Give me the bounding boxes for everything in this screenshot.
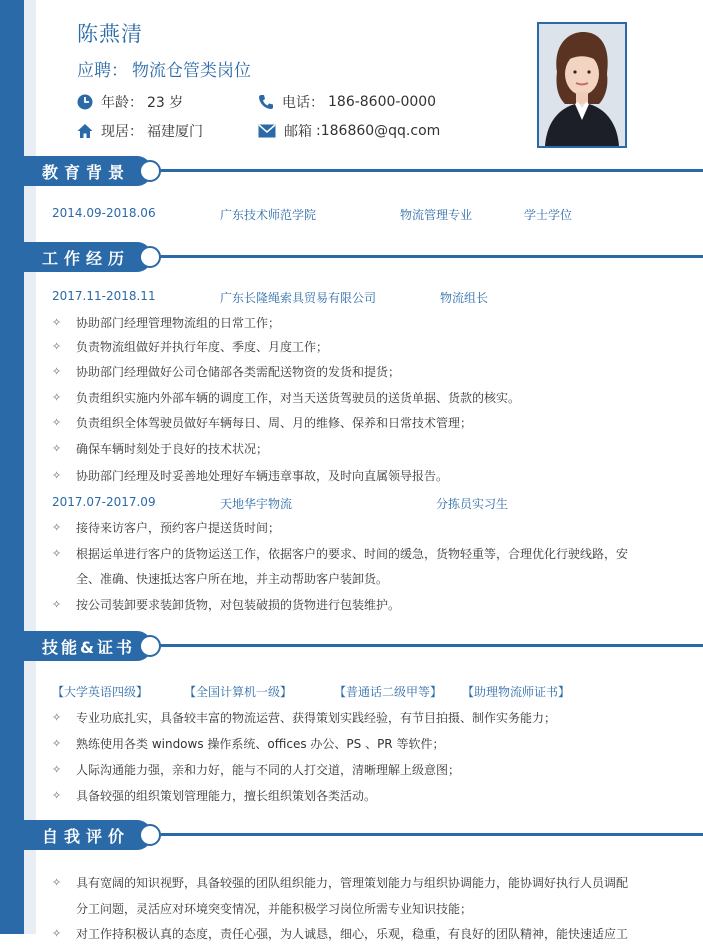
position-value: 物流仓管类岗位 [132,61,251,81]
phone-value: 186-8600-0000 [328,94,437,110]
section-dot [139,246,161,268]
bullet-icon: ✧ [52,469,62,482]
bullet-icon: ✧ [52,365,62,378]
section-dot [139,824,161,846]
position-label: 应聘： [77,61,128,81]
job1-period: 2017.11-2018.11 [52,289,156,303]
left-stripe [0,0,24,934]
section-evaluation-header [0,820,703,850]
skill-text: 专业功底扎实，具备较丰富的物流运营、获得策划实践经验，有节目拍摄、制作实务能力； [76,711,557,725]
duty-text: 协助部门经理及时妥善地处理好车辆违章事故，及时向直属领导报告。 [76,469,449,483]
section-title: 技能&证书 [42,638,135,657]
duty-text: 确保车辆时刻处于良好的技术状况； [76,442,269,456]
address-label: 现居： [101,124,143,140]
applied-position [77,56,251,81]
job1-role: 物流组长 [440,291,489,305]
bullet-icon: ✧ [52,547,62,560]
section-dot [139,635,161,657]
bullet-icon: ✧ [52,711,62,724]
edu-school: 广东技术师范学院 [220,208,317,222]
address-value: 福建厦门 [147,124,203,140]
section-title: 自我评价 [42,827,131,846]
edu-period: 2014.09-2018.06 [52,206,156,220]
phone-icon [258,94,274,110]
skill-text: 人际沟通能力强，亲和力好，能与不同的人打交道，清晰理解上级意图； [76,763,461,777]
section-dot [139,160,161,182]
applicant-name: 陈燕清 [77,22,143,46]
bullet-icon: ✧ [52,789,62,802]
duty-text: 协助部门经理管理物流组的日常工作； [76,316,281,330]
bullet-icon: ✧ [52,598,62,611]
duty-text: 按公司装卸要求装卸货物，对包装破损的货物进行包装维护。 [76,598,401,612]
duty-text: 接待来访客户，预约客户提送货时间； [76,521,281,535]
address-info [77,121,203,141]
clock-icon [77,94,93,110]
bullet-icon: ✧ [52,521,62,534]
duty-text: 根据运单进行客户的货物运送工作，依据客户的要求、时间的缓急，货物轻重等，合理优化行驶线路，安 [76,547,629,561]
duty-text: 负责组织实施内外部车辆的调度工作，对当天送货驾驶员的送货单据、货款的核实。 [76,391,521,405]
edu-degree: 学士学位 [524,208,573,222]
evaluation-text: 分工问题，灵活应对环境突变情况，并能积极学习岗位所需专业知识技能； [76,902,473,916]
duty-text: 负责组织全体驾驶员做好车辆每日、周、月的维修、保养和日常技术管理； [76,416,473,430]
bullet-icon: ✧ [52,442,62,455]
mail-icon [258,124,276,138]
age-value: 23 岁 [147,95,184,111]
evaluation-text: 对工作持积极认真的态度，责任心强，为人诚恳，细心，乐观，稳重，有良好的团队精神，能快速适应工 [76,927,629,941]
bullet-icon: ✧ [52,316,62,329]
bullet-icon: ✧ [52,763,62,776]
section-title: 教育背景 [42,163,131,182]
edu-major: 物流管理专业 [400,208,473,222]
phone-label: 电话： [282,95,324,111]
age-info [77,92,183,112]
evaluation-text: 具有宽阔的知识视野，具备较强的团队组织能力，管理策划能力与组织协调能力，能协调好执行人员调配 [76,876,629,890]
job1-company: 广东长隆绳索具贸易有限公司 [220,291,377,305]
certificate-badge: 【助理物流师证书】 [462,685,571,699]
bullet-icon: ✧ [52,737,62,750]
section-work-header [0,242,703,272]
home-icon [77,123,93,139]
job2-company: 天地华宇物流 [220,497,293,511]
phone-info [258,92,436,112]
email-label: 邮箱 [284,124,312,140]
section-skills-header [0,631,703,661]
age-label: 年龄： [101,95,143,111]
job2-period: 2017.07-2017.09 [52,495,156,509]
duty-text: 负责物流组做好并执行年度、季度、月度工作； [76,340,329,354]
bullet-icon: ✧ [52,416,62,429]
left-inner-stripe [24,0,36,934]
email-info [258,121,440,141]
bullet-icon: ✧ [52,340,62,353]
bullet-icon: ✧ [52,927,62,940]
certificate-badge: 【大学英语四级】 [52,685,149,699]
duty-text: 协助部门经理做好公司仓储部各类需配送物资的发货和提货； [76,365,401,379]
bullet-icon: ✧ [52,391,62,404]
section-title: 工作经历 [42,249,131,268]
certificate-badge: 【全国计算机一级】 [184,685,293,699]
skill-text: 熟练使用各类 windows 操作系统、offices 办公、PS 、PR 等软件； [76,737,445,751]
skill-text: 具备较强的组织策划管理能力，擅长组织策划各类活动。 [76,789,377,803]
avatar-photo [537,22,627,148]
certificate-badge: 【普通话二级甲等】 [334,685,443,699]
duty-text: 全、准确、快速抵达客户所在地，并主动帮助客户装卸货。 [76,572,389,586]
bullet-icon: ✧ [52,876,62,889]
job2-role: 分拣员实习生 [436,497,509,511]
email-value: :186860@qq.com [316,123,441,139]
section-education-header [0,156,703,186]
